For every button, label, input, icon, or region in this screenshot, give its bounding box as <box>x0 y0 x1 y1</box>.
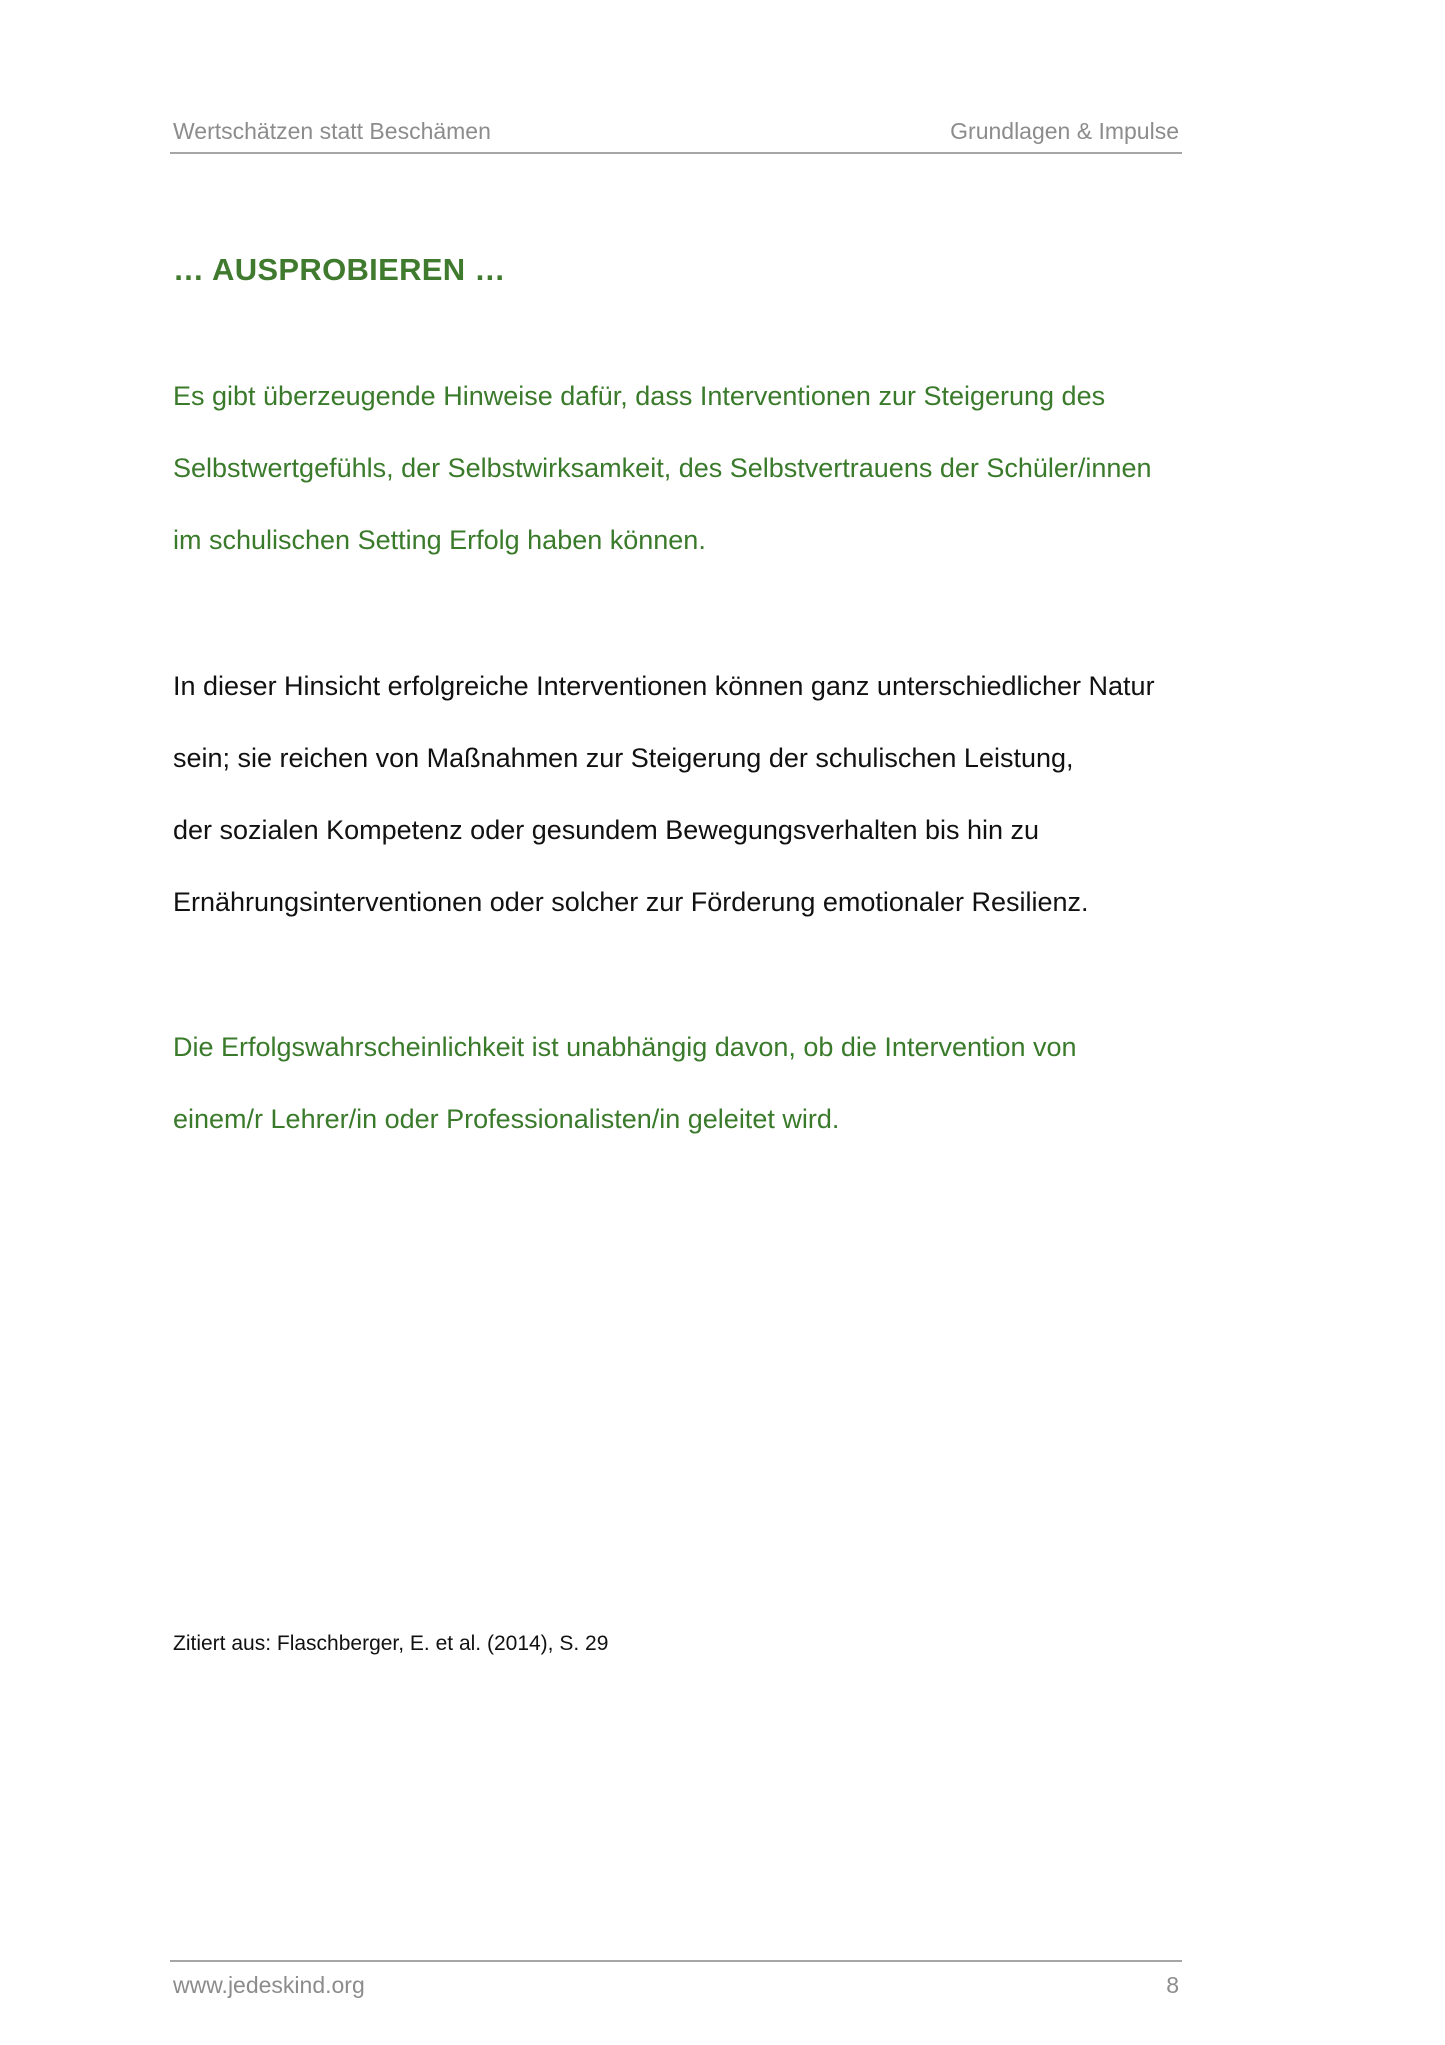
page-footer <box>170 1960 1182 2002</box>
citation: Zitiert aus: Flaschberger, E. et al. (2014), S. 29 <box>173 1632 609 1655</box>
footer-website-link[interactable]: www.jedeskind.org <box>173 1972 365 1998</box>
paragraph-line: In dieser Hinsicht erfolgreiche Interventionen können ganz unterschiedlicher Natur <box>173 671 1155 701</box>
paragraph-evidence <box>173 360 1213 576</box>
paragraph-line: Selbstwertgefühls, der Selbstwirksamkeit, des Selbstvertrauens der Schüler/innen <box>173 453 1152 483</box>
paragraph-line: Es gibt überzeugende Hinweise dafür, dass Interventionen zur Steigerung des <box>173 381 1106 411</box>
paragraph-success-probability <box>173 1011 1213 1155</box>
paragraph-line: Die Erfolgswahrscheinlichkeit ist unabhängig davon, ob die Intervention von <box>173 1032 1077 1062</box>
paragraph-line: Ernährungsinterventionen oder solcher zur Förderung emotionaler Resilienz. <box>173 887 1089 917</box>
paragraph-line: im schulischen Setting Erfolg haben können. <box>173 525 706 555</box>
section-heading: … AUSPROBIEREN … <box>173 252 506 287</box>
page-number: 8 <box>1166 1972 1179 1998</box>
paragraph-interventions <box>173 650 1213 938</box>
paragraph-line: sein; sie reichen von Maßnahmen zur Steigerung der schulischen Leistung, <box>173 743 1074 773</box>
paragraph-line: der sozialen Kompetenz oder gesundem Bewegungsverhalten bis hin zu <box>173 815 1040 845</box>
header-section: Grundlagen & Impulse <box>950 118 1179 144</box>
paragraph-line: einem/r Lehrer/in oder Professionalisten/in geleitet wird. <box>173 1104 840 1134</box>
page-header <box>170 118 1182 154</box>
header-title: Wertschätzen statt Beschämen <box>173 118 491 144</box>
